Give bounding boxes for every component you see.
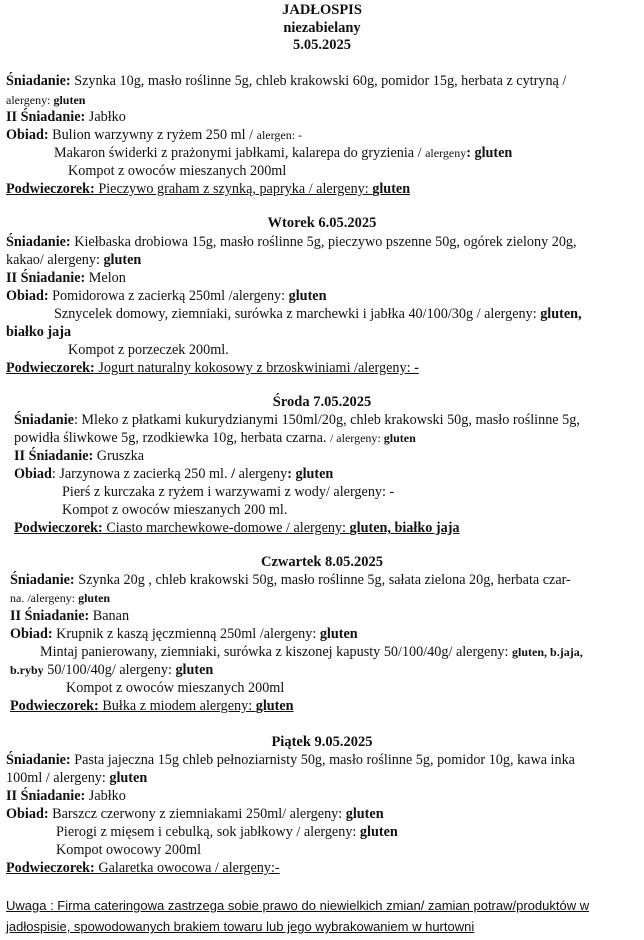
lunch-line: Obiad: Bulion warzywny z ryżem 250 ml / alergen: - [6,127,303,143]
lunch-drink: Kompot owocowy 200ml [56,842,202,858]
snack-line: Podwieczorek: Pieczywo graham z szynką, papryka / alergeny: gluten [6,181,411,197]
lunch-drink: Kompot z owoców mieszanych 200ml [66,680,285,696]
second-breakfast-line: II Śniadanie: Jabłko [6,109,126,125]
breakfast-allergens: 100ml / alergeny: gluten [6,770,148,786]
lunch-line: Obiad: Krupnik z kaszą jęczmienną 250ml /alergeny: gluten [10,626,358,642]
lunch-main-allergens: białko jaja [6,324,72,340]
page-title: JADŁOSPIS [282,2,362,18]
snack-line: Podwieczorek: Galaretka owocowa / alergeny:- [6,860,280,876]
lunch-main-allergens: b.ryby 50/100/40g/ alergeny: gluten [10,662,214,678]
day-heading: Wtorek 6.05.2025 [267,215,377,231]
second-breakfast-line: II Śniadanie: Melon [6,270,126,286]
breakfast-allergens: alergeny: gluten [6,93,86,107]
day-heading: Piątek 9.05.2025 [271,734,373,750]
breakfast-allergens: kakao/ alergeny: gluten [6,252,142,268]
note-line-2: jadłospisie, spowodowanych brakiem towaru lub jego wybrakowaniem w hurtowni [6,919,475,934]
second-breakfast-line: II Śniadanie: Gruszka [14,448,145,464]
breakfast-line: Śniadanie: Szynka 10g, masło roślinne 5g, chleb krakowski 60g, pomidor 15g, herbata z cytryną / [6,73,567,89]
lunch-main-course: Pierogi z mięsem i cebulką, sok jabłkowy / alergeny: gluten [56,824,398,840]
day-heading: Czwartek 8.05.2025 [260,554,384,570]
lunch-line: Obiad: Pomidorowa z zacierką 250ml /alergeny: gluten [6,288,327,304]
breakfast-allergens: na. /alergeny: gluten [10,591,111,605]
snack-line: Podwieczorek: Jogurt naturalny kokosowy z brzoskwiniami /alergeny: - [6,360,419,376]
breakfast-line: Śniadanie: Kiełbaska drobiowa 15g, masło roślinne 5g, pieczywo pszenne 50g, ogórek zielony 20g, [6,234,577,250]
breakfast-line: Śniadanie: Pasta jajeczna 15g chleb pełnoziarnisty 50g, masło roślinne 5g, pomidor 10g, kawa inka [6,752,575,768]
lunch-drink: Kompot z porzeczek 200ml. [68,342,229,358]
lunch-drink: Kompot z owoców mieszanych 200 ml. [62,502,288,518]
page-date: 5.05.2025 [293,37,351,53]
lunch-main-course: Mintaj panierowany, ziemniaki, surówka z kiszonej kapusty 50/100/40g/ alergeny: gluten, b.jaja, [40,644,583,660]
lunch-drink: Kompot z owoców mieszanych 200ml [68,163,287,179]
breakfast-allergens: powidła śliwkowe 5g, rzodkiewka 10g, herbata czarna. / alergeny: gluten [14,430,416,446]
second-breakfast-line: II Śniadanie: Jabłko [6,788,126,804]
page-subtitle: niezabielany [283,19,361,36]
note-line-1: Uwaga : Firma cateringowa zastrzega sobie prawo do niewielkich zmian/ zamian potraw/produktów w [6,898,590,913]
lunch-main-course: Makaron świderki z prażonymi jabłkami, kalarepa do gryzienia / alergeny: gluten [54,145,513,161]
breakfast-line: Śniadanie: Mleko z płatkami kukurydzianymi 150ml/20g, chleb krakowski 50g, masło roślinne 5g, [14,412,580,428]
lunch-main-course: Sznycelek domowy, ziemniaki, surówka z marchewki i jabłka 40/100/30g / alergeny: gluten, [54,306,582,322]
lunch-line: Obiad: Barszcz czerwony z ziemniakami 250ml/ alergeny: gluten [6,806,384,822]
second-breakfast-line: II Śniadanie: Banan [10,608,130,624]
snack-line: Podwieczorek: Bułka z miodem alergeny: gluten [10,698,294,714]
lunch-main-course: Pierś z kurczaka z ryżem i warzywami z wody/ alergeny: - [62,484,395,500]
lunch-line: Obiad: Jarzynowa z zacierką 250 ml. / alergeny: gluten [14,466,334,482]
breakfast-line: Śniadanie: Szynka 20g , chleb krakowski 50g, masło roślinne 5g, sałata zielona 20g, herbata czar- [10,572,571,588]
header [0,2,644,55]
snack-line: Podwieczorek: Ciasto marchewkowe-domowe / alergeny: gluten, białko jaja [14,520,460,536]
day-heading: Środa 7.05.2025 [272,394,372,410]
